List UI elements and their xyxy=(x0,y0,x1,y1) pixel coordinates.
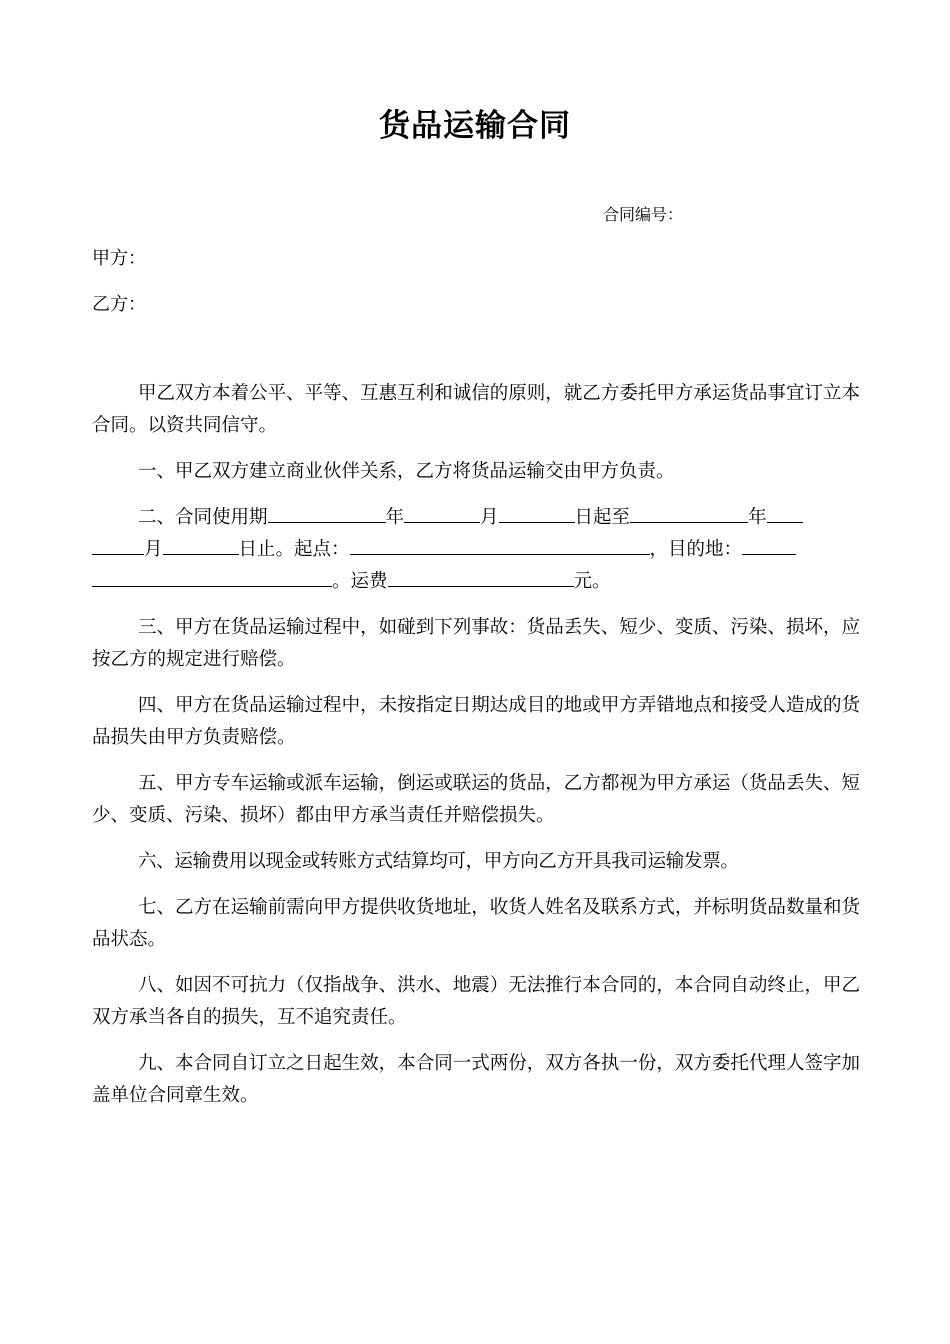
party-b-label: 乙方： xyxy=(92,294,146,315)
month-label-2: 月 xyxy=(144,539,163,560)
clause-4: 四、甲方在货品运输过程中，未按指定日期达成目的地或甲方弄错地点和接受人造成的货品损失由甲方负责赔偿。 xyxy=(92,695,860,748)
end-day-blank[interactable] xyxy=(163,534,239,555)
party-a-label: 甲方： xyxy=(92,248,146,269)
end-year-blank[interactable] xyxy=(630,502,748,523)
contract-number-label: 合同编号： xyxy=(603,205,684,224)
year-label-2: 年 xyxy=(748,507,767,528)
start-day-blank[interactable] xyxy=(499,502,575,523)
destination-label: ，目的地： xyxy=(649,539,743,560)
document-title: 货品运输合同 xyxy=(379,108,571,144)
clause-8: 八、如因不可抗力（仅指战争、洪水、地震）无法推行本合同的，本合同自动终止，甲乙双方承当各自的损失，互不追究责任。 xyxy=(92,975,860,1028)
day-from-label: 日起至 xyxy=(574,507,631,528)
end-month-blank-b[interactable] xyxy=(92,534,144,555)
clause-7: 七、乙方在运输前需向甲方提供收货地址，收货人姓名及联系方式，并标明货品数量和货品状态。 xyxy=(92,897,860,950)
month-label: 月 xyxy=(480,507,499,528)
freight-blank[interactable] xyxy=(388,566,574,587)
clause-2-prefix: 二、合同使用期 xyxy=(138,507,268,528)
clause-5: 五、甲方专车运输或派车运输，倒运或联运的货品，乙方都视为甲方承运（货品丢失、短少、变质、污染、损坏）都由甲方承当责任并赔偿损失。 xyxy=(92,773,860,826)
clause-3: 三、甲方在货品运输过程中，如碰到下列事故：货品丢失、短少、变质、污染、损坏，应按乙方的规定进行赔偿。 xyxy=(92,617,860,670)
year-label: 年 xyxy=(385,507,405,528)
start-month-blank[interactable] xyxy=(404,502,480,523)
freight-label: 。运费 xyxy=(332,571,388,592)
destination-blank-b[interactable] xyxy=(92,566,332,587)
intro-paragraph: 甲乙双方本着公平、平等、互惠互利和诚信的原则，就乙方委托甲方承运货品事宜订立本合同。以资共同信守。 xyxy=(92,383,860,436)
clause-1: 一、甲乙双方建立商业伙伴关系，乙方将货品运输交由甲方负责。 xyxy=(138,461,675,482)
contract-body xyxy=(92,378,860,1126)
destination-blank-a[interactable] xyxy=(742,534,796,555)
origin-blank[interactable] xyxy=(350,534,650,555)
clause-6: 六、运输费用以现金或转账方式结算均可，甲方向乙方开具我司运输发票。 xyxy=(138,851,739,872)
clause-2 xyxy=(92,502,860,598)
day-to-label: 日止。起点： xyxy=(238,539,350,560)
end-month-blank-a[interactable] xyxy=(767,502,803,523)
clause-9: 九、本合同自订立之日起生效，本合同一式两份，双方各执一份，双方委托代理人签字加盖单位合同章生效。 xyxy=(92,1053,860,1106)
start-year-blank[interactable] xyxy=(268,502,386,523)
yuan-label: 元。 xyxy=(573,571,611,592)
